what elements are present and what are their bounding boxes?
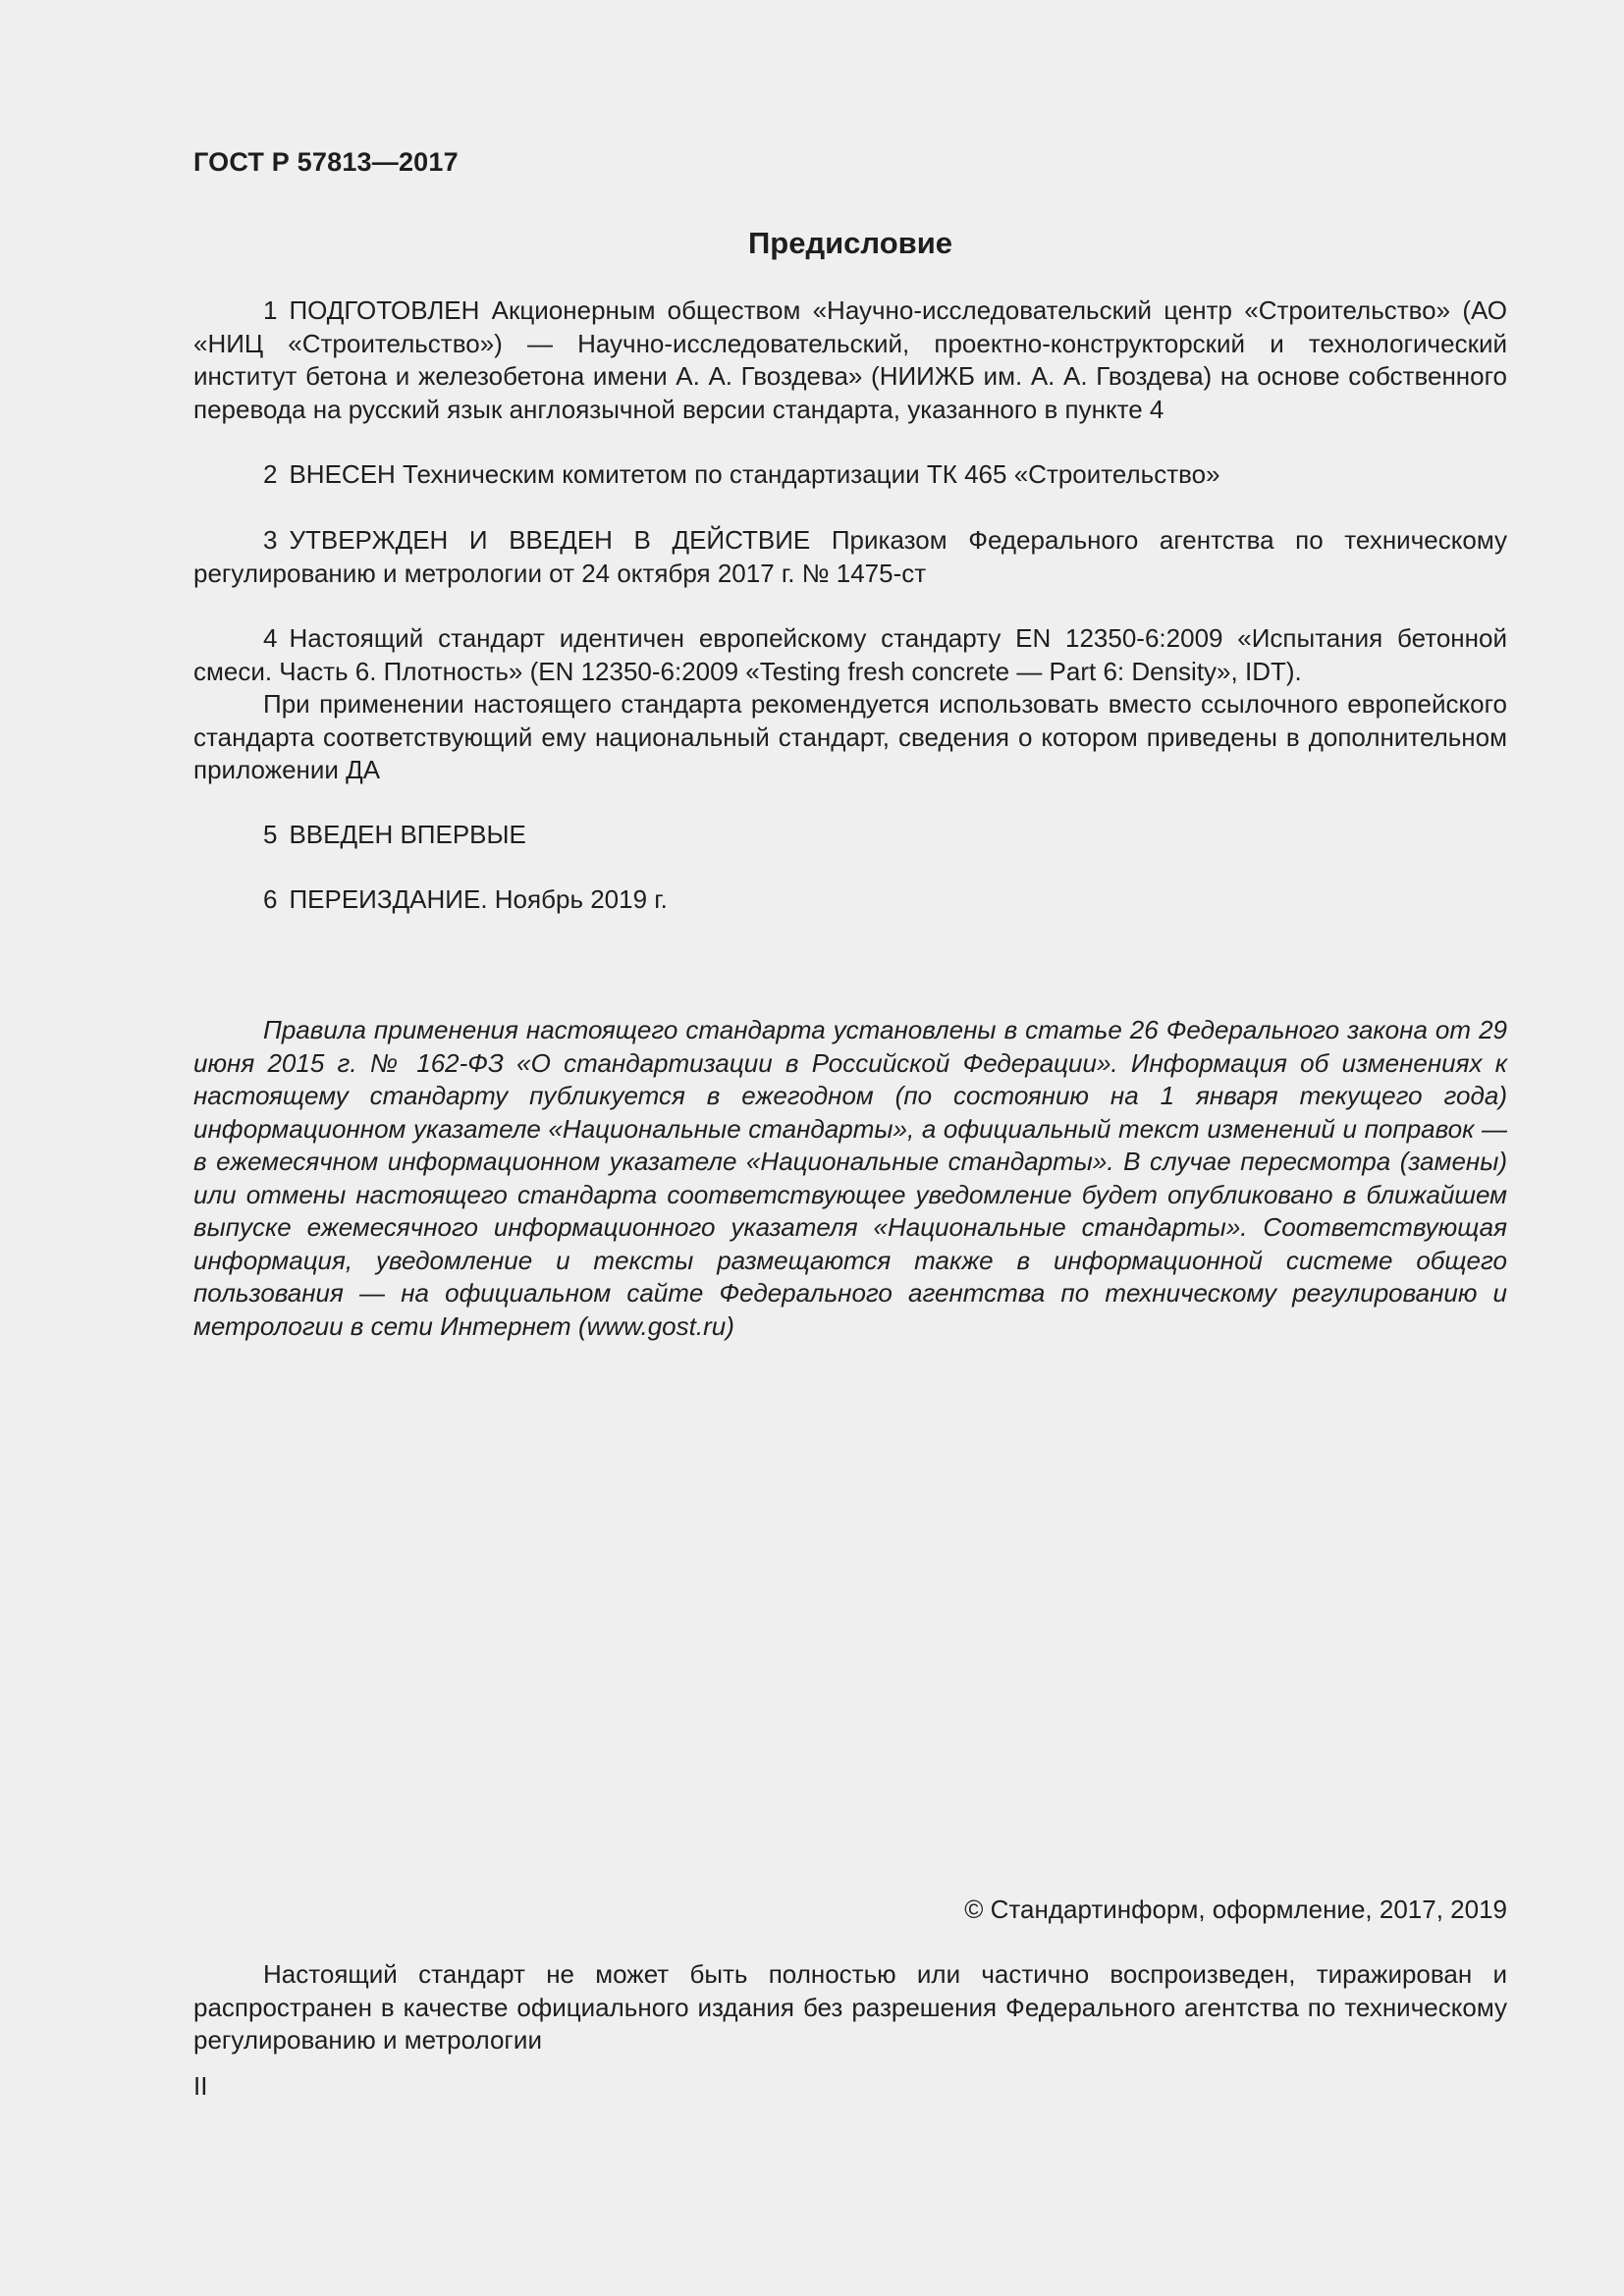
reproduction-note-text: Настоящий стандарт не может быть полностью или частично воспроизведен, тиражирован и распространен в качестве официального издания без разрешения Федерального агентства по техническому регулированию и метрологии: [193, 1959, 1507, 2055]
item-text: Настоящий стандарт идентичен европейскому стандарту EN 12350-6:2009 «Испытания бетонной смеси. Часть 6. Плотность» (EN 12350-6:2009 «Testing fresh concrete — Part 6: Density», IDT).: [193, 623, 1507, 686]
item-text: ВВЕДЕН ВПЕРВЫЕ: [289, 820, 526, 849]
rules-note: [193, 1014, 1507, 1343]
item-4: [193, 622, 1507, 787]
item-5: [193, 819, 1507, 852]
item-number: 6: [263, 884, 278, 914]
page-title: Предисловие: [747, 226, 952, 260]
item-number: 3: [263, 525, 278, 555]
item-text: ВНЕСЕН Техническим комитетом по стандартизации ТК 465 «Строительство»: [289, 459, 1220, 489]
page-number: II: [193, 2071, 208, 2101]
item-number: 2: [263, 459, 278, 489]
item-text: ПОДГОТОВЛЕН Акционерным обществом «Научно-исследовательский центр «Строительство» (АО «НИЦ «Строительство») — Научно-исследовательский, проектно-конструкторский и технологический институт бетона и железобетона имени А. А. Гвоздева» (НИИЖБ им. А. А. Гвоздева) на основе собственного перевода на русский язык англоязычной версии стандарта, указанного в пункте 4: [193, 295, 1507, 424]
item-number: 1: [263, 295, 278, 325]
item-text: ПЕРЕИЗДАНИЕ. Ноябрь 2019 г.: [289, 884, 668, 914]
item-text: УТВЕРЖДЕН И ВВЕДЕН В ДЕЙСТВИЕ Приказом Федерального агентства по техническому регулированию и метрологии от 24 октября 2017 г. № 1475-ст: [193, 525, 1507, 588]
item-6: [193, 883, 1507, 917]
reproduction-note: [193, 1958, 1507, 2057]
item-1: [193, 294, 1507, 426]
rules-note-text: Правила применения настоящего стандарта установлены в статье 26 Федерального закона от 29 июня 2015 г. № 162-ФЗ «О стандартизации в Российской Федерации». Информация об изменениях к настоящему стандарту публикуется в ежегодном (по состоянию на 1 января текущего года) информационном указателе «Национальные стандарты», а официальный текст изменений и поправок — в ежемесячном информационном указателе «Национальные стандарты». В случае пересмотра (замены) или отмены настоящего стандарта соответствующее уведомление будет опубликовано в ближайшем выпуске ежемесячного информационного указателя «Национальные стандарты». Соответствующая информация, уведомление и тексты размещаются также в информационной системе общего пользования — на официальном сайте Федерального агентства по техническому регулированию и метрологии в сети Интернет (www.gost.ru): [193, 1015, 1507, 1341]
item-number: 5: [263, 820, 278, 849]
standard-code: ГОСТ Р 57813—2017: [193, 147, 459, 177]
item-2: [193, 458, 1507, 492]
item-number: 4: [263, 623, 278, 653]
copyright-line: © Стандартинформ, оформление, 2017, 2019: [964, 1895, 1507, 1924]
item-3: [193, 524, 1507, 590]
item-text-continued: При применении настоящего стандарта рекомендуется использовать вместо ссылочного европейского стандарта соответствующий ему национальный стандарт, сведения о котором приведены в дополнительном приложении ДА: [193, 689, 1507, 784]
